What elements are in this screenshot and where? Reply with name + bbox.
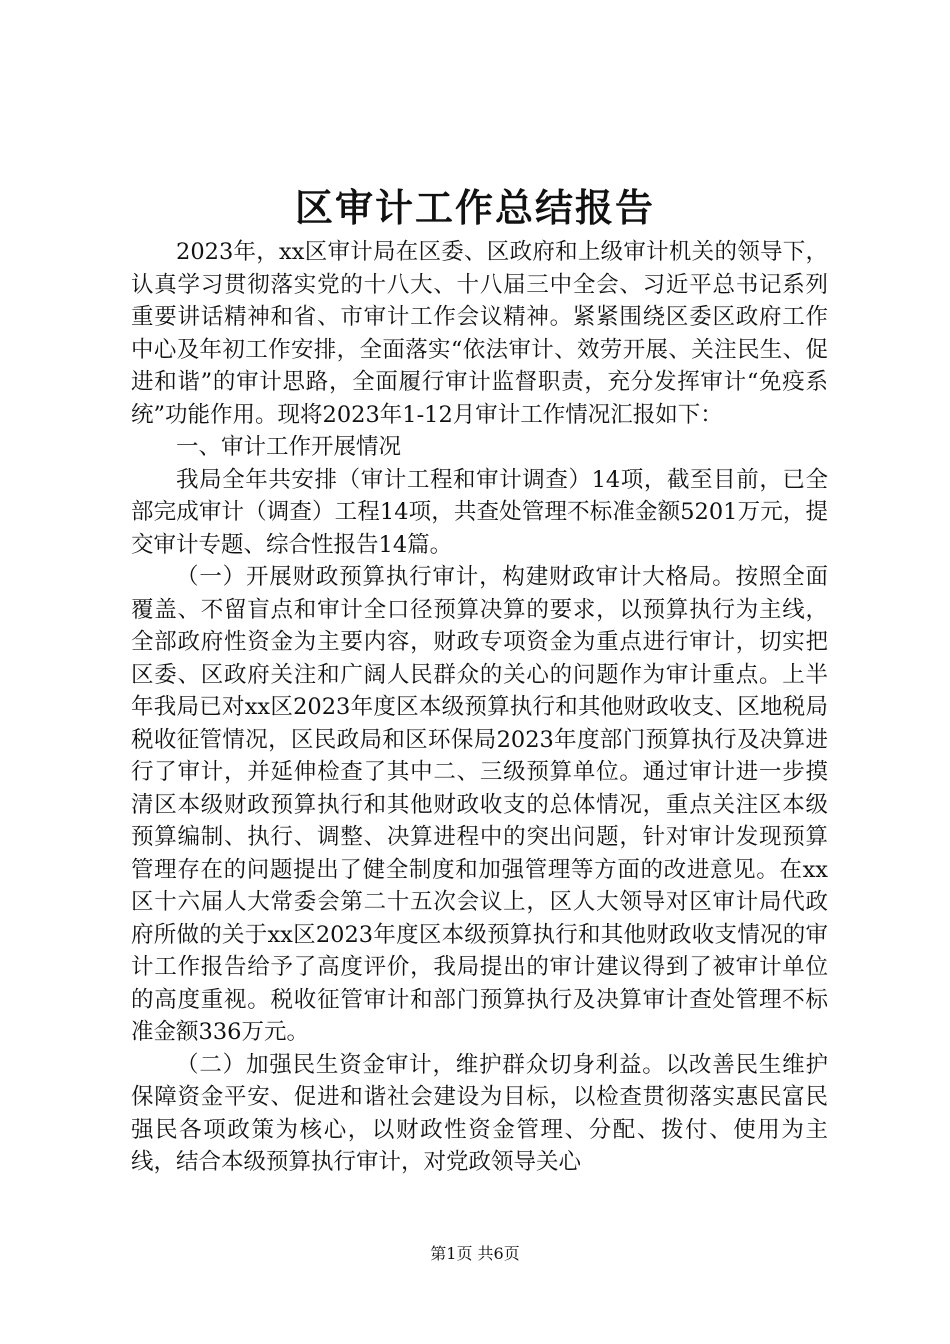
document-title: 区审计工作总结报告 xyxy=(294,185,655,230)
document-body xyxy=(131,236,828,1179)
livelihood-audit-paragraph: （二）加强民生资金审计，维护群众切身利益。以改善民生维护保障资金平安、促进和谐社会建设为目标，以检查贯彻落实惠民富民强民各项政策为核心，以财政性资金管理、分配、拨付、使用为主线，结合本级预算执行审计，对党政领导关心 xyxy=(131,1051,828,1175)
intro-paragraph: 2023年，xx区审计局在区委、区政府和上级审计机关的领导下，认真学习贯彻落实党的十八大、十八届三中全会、习近平总书记系列重要讲话精神和省、市审计工作会议精神。紧紧围绕区委区政府工作中心及年初工作安排，全面落实“依法审计、效劳开展、关注民生、促进和谐”的审计思路，全面履行审计监督职责，充分发挥审计“免疫系统”功能作用。现将2023年1-12月审计工作情况汇报如下： xyxy=(131,239,828,428)
fiscal-audit-paragraph: （一）开展财政预算执行审计，构建财政审计大格局。按照全面覆盖、不留盲点和审计全口径预算决算的要求，以预算执行为主线，全部政府性资金为主要内容，财政专项资金为重点进行审计，切实把区委、区政府关注和广阔人民群众的关心的问题作为审计重点。上半年我局已对xx区2023年度区本级预算执行和其他财政收支、区地税局税收征管情况，区民政局和区环保局2023年度部门预算执行及决算进行了审计，并延伸检查了其中二、三级预算单位。通过审计进一步摸清区本级财政预算执行和其他财政收支的总体情况，重点关注区本级预算编制、执行、调整、决算进程中的突出问题，针对审计发现预算管理存在的问题提出了健全制度和加强管理等方面的改进意见。在xx区十六届人大常委会第二十五次会议上，区人大领导对区审计局代政府所做的关于xx区2023年度区本级预算执行和其他财政收支情况的审计工作报告给予了高度评价，我局提出的审计建议得到了被审计单位的高度重视。税收征管审计和部门预算执行及决算审计查处管理不标准金额336万元。 xyxy=(131,564,828,1045)
section-heading: 一、审计工作开展情况 xyxy=(176,434,402,460)
page-footer: 第1页 共6页 xyxy=(430,1244,520,1263)
summary-paragraph: 我局全年共安排（审计工程和审计调查）14项，截至目前，已全部完成审计（调查）工程14项，共查处管理不标准金额5201万元，提交审计专题、综合性报告14篇。 xyxy=(131,466,828,558)
